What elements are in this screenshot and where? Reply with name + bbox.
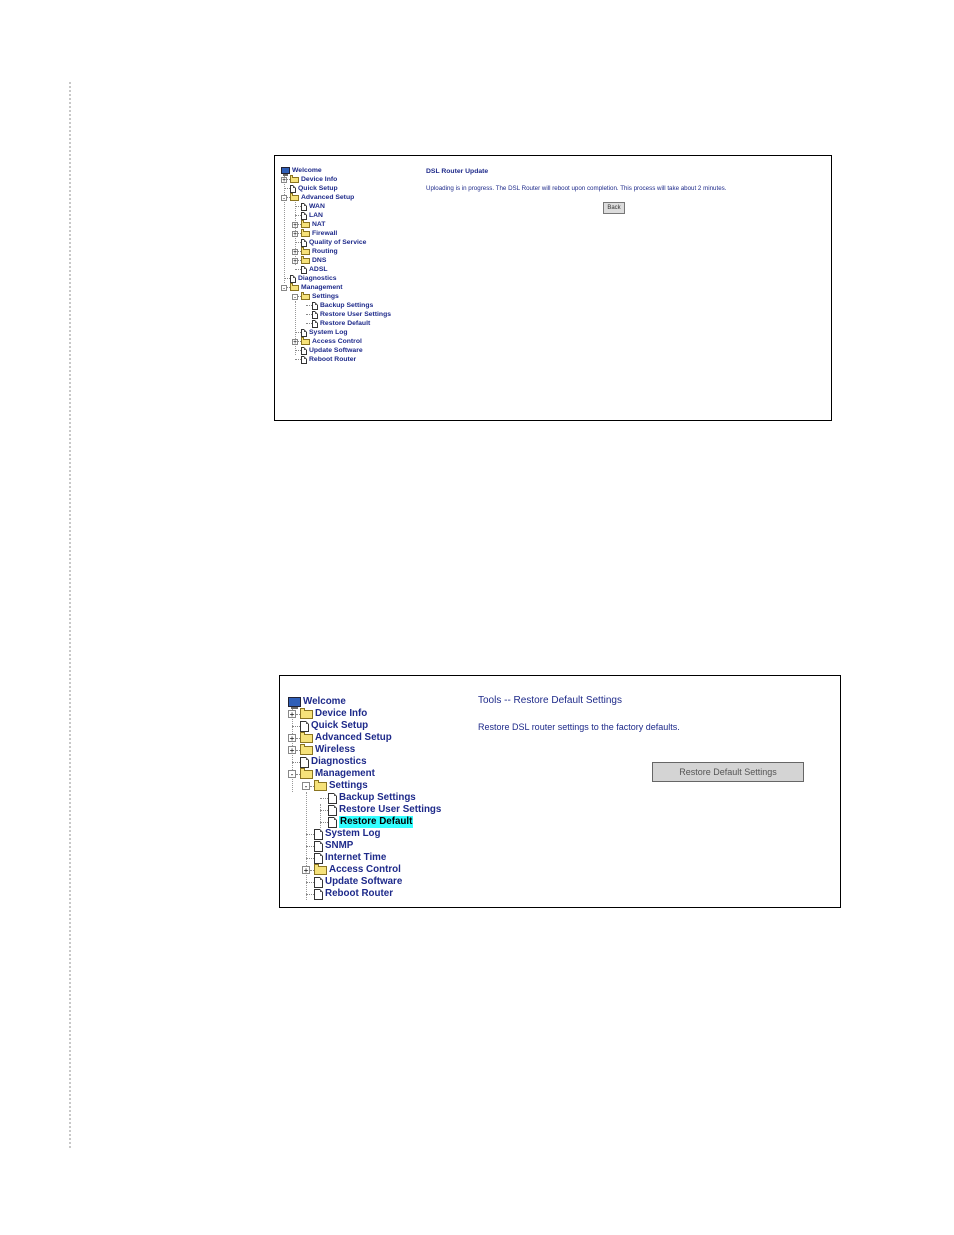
expand-icon[interactable]: + [293,230,297,238]
expand-icon[interactable]: + [289,734,295,743]
tree-label-advanced-setup[interactable]: Advanced Setup [315,732,392,743]
tree-label-wan[interactable]: WAN [309,203,325,210]
folder-icon [301,231,310,237]
tree-label-diagnostics[interactable]: Diagnostics [298,275,337,282]
tree-item-nat[interactable] [292,220,325,229]
tree-item-quick-setup[interactable] [292,720,368,732]
document-icon [328,805,337,816]
tree-item-management[interactable] [288,768,375,780]
tree-label-settings[interactable]: Settings [329,780,368,791]
document-icon [314,877,323,888]
tree-label-management[interactable]: Management [315,768,375,779]
tree-item-backup-settings[interactable] [306,301,373,310]
tree-label-reboot-router[interactable]: Reboot Router [325,888,394,899]
tree-item-quality-of-service[interactable] [295,238,366,247]
collapse-icon[interactable]: - [282,284,286,292]
tree-item-advanced-setup[interactable] [288,732,392,744]
dsl-router-update-screenshot [274,155,832,421]
document-icon [312,302,318,310]
collapse-icon[interactable]: - [282,194,286,202]
folder-icon [300,710,313,719]
folder-open-icon [314,782,327,791]
tree-label-dns[interactable]: DNS [312,257,327,264]
tree-label-routing[interactable]: Routing [312,248,338,255]
tree-item-snmp[interactable] [306,840,353,852]
tree-item-routing[interactable] [292,247,338,256]
document-icon [301,356,307,364]
expand-icon[interactable]: + [289,746,295,755]
tree-label-backup-settings[interactable]: Backup Settings [339,792,416,803]
document-icon [314,841,323,852]
document-icon [301,212,307,220]
tree-label-lan[interactable]: LAN [309,212,323,219]
expand-icon[interactable]: + [293,338,297,346]
tree-label-welcome[interactable]: Welcome [303,696,346,707]
tree-label-update-software[interactable]: Update Software [325,876,403,887]
page-margin-rule [69,82,71,1148]
expand-icon[interactable]: + [293,257,297,265]
expand-icon[interactable]: + [293,221,297,229]
folder-icon [301,258,310,264]
tree-label-backup-settings[interactable]: Backup Settings [320,302,374,309]
page-title: DSL Router Update [426,168,489,175]
tree-label-snmp[interactable]: SNMP [325,840,354,851]
folder-icon [314,866,327,875]
tree-label-access-control[interactable]: Access Control [312,338,362,345]
tree-item-wan[interactable] [295,202,325,211]
tree-item-wireless[interactable] [288,744,355,756]
tree-label-reboot-router[interactable]: Reboot Router [309,356,357,363]
tree-label-quick-setup[interactable]: Quick Setup [311,720,369,731]
expand-icon[interactable]: + [282,176,286,184]
tree-item-welcome[interactable] [288,696,346,708]
document-icon [314,853,323,864]
tree-label-wireless[interactable]: Wireless [315,744,356,755]
tree-item-advanced-setup[interactable] [281,193,354,202]
document-icon [300,721,309,732]
collapse-icon[interactable]: - [289,770,295,779]
tree-item-settings[interactable] [302,780,368,792]
folder-icon [301,249,310,255]
tree-item-restore-user-settings[interactable] [306,310,391,319]
document-icon [301,239,307,247]
tree-label-advanced-setup[interactable]: Advanced Setup [301,194,355,201]
tree-label-restore-default[interactable]: Restore Default [320,320,371,327]
tree-item-internet-time[interactable] [306,852,386,864]
folder-open-icon [300,770,313,779]
expand-icon[interactable]: + [293,248,297,256]
document-icon [300,757,309,768]
tree-item-reboot-router[interactable] [295,355,356,364]
tree-item-firewall[interactable] [292,229,337,238]
document-icon [312,311,318,319]
tree-label-firewall[interactable]: Firewall [312,230,338,237]
folder-icon [300,734,313,743]
tree-item-system-log[interactable] [306,828,381,840]
tree-item-backup-settings[interactable] [320,792,416,804]
document-icon [301,266,307,274]
collapse-icon[interactable]: - [303,782,309,791]
tree-label-quality-of-service[interactable]: Quality of Service [309,239,367,246]
page-title: Tools -- Restore Default Settings [478,695,622,706]
tree-label-system-log[interactable]: System Log [309,329,348,336]
document-icon [314,889,323,900]
status-message: Uploading is in progress. The DSL Router will reboot upon completion. This process will take about 2 minutes. [426,185,727,192]
document-icon [301,203,307,211]
tree-item-device-info[interactable] [288,708,367,720]
tree-label-device-info[interactable]: Device Info [301,176,338,183]
tree-label-update-software[interactable]: Update Software [309,347,363,354]
tree-item-restore-default[interactable] [320,816,413,828]
expand-icon[interactable]: + [303,866,309,875]
folder-open-icon [290,285,299,291]
tree-item-update-software[interactable] [306,876,402,888]
tree-label-nat[interactable]: NAT [312,221,326,228]
document-icon [314,829,323,840]
document-icon [328,817,337,828]
tree-item-lan[interactable] [295,211,323,220]
tree-item-dns[interactable] [292,256,326,265]
back-button[interactable]: Back [603,202,625,214]
tree-label-management[interactable]: Management [301,284,343,291]
monitor-icon [288,697,301,707]
tree-label-system-log[interactable]: System Log [325,828,381,839]
tree-item-settings[interactable] [292,292,339,301]
restore-default-settings-screenshot [279,675,841,908]
collapse-icon[interactable]: - [293,293,297,301]
tree-item-reboot-router[interactable] [306,888,393,900]
folder-icon [300,746,313,755]
document-icon [312,320,318,328]
tree-item-access-control[interactable] [292,337,362,346]
tree-item-restore-default[interactable] [306,319,370,328]
folder-icon [301,339,310,345]
tree-label-settings[interactable]: Settings [312,293,339,300]
tree-label-restore-default-selected[interactable]: Restore Default [340,816,413,827]
tree-item-diagnostics[interactable] [292,756,367,768]
document-icon [301,347,307,355]
monitor-icon [281,167,290,174]
tree-label-device-info[interactable]: Device Info [315,708,368,719]
document-icon [328,793,337,804]
restore-default-settings-button[interactable]: Restore Default Settings [652,762,804,782]
document-icon [290,185,296,193]
tree-item-welcome[interactable] [281,166,322,175]
tree-label-welcome[interactable]: Welcome [292,167,322,174]
tree-item-adsl[interactable] [295,265,328,274]
description-text: Restore DSL router settings to the factory defaults. [478,722,680,732]
tree-label-internet-time[interactable]: Internet Time [325,852,387,863]
tree-item-management[interactable] [281,283,343,292]
tree-label-quick-setup[interactable]: Quick Setup [298,185,338,192]
tree-label-restore-user-settings[interactable]: Restore User Settings [320,311,392,318]
folder-icon [290,177,299,183]
tree-label-restore-user-settings[interactable]: Restore User Settings [339,804,442,815]
folder-open-icon [301,294,310,300]
tree-item-update-software[interactable] [295,346,363,355]
folder-icon [301,222,310,228]
tree-label-diagnostics[interactable]: Diagnostics [311,756,367,767]
tree-label-access-control[interactable]: Access Control [329,864,401,875]
document-icon [301,329,307,337]
tree-item-access-control[interactable] [302,864,401,876]
document-icon [290,275,296,283]
tree-item-restore-user-settings[interactable] [320,804,441,816]
expand-icon[interactable]: + [289,710,295,719]
tree-item-device-info[interactable] [281,175,337,184]
tree-label-adsl[interactable]: ADSL [309,266,328,273]
folder-open-icon [290,195,299,201]
